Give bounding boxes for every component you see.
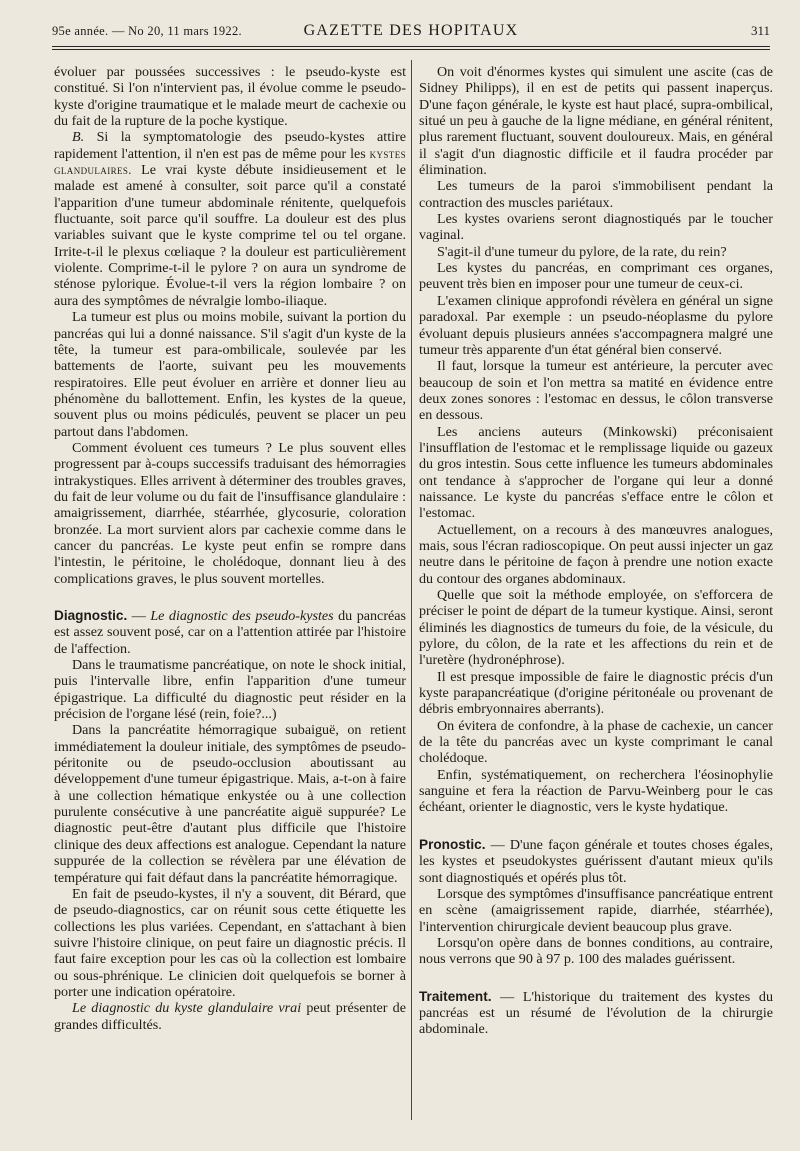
paragraph: Actuellement, on a recours à des manœuvres analogues, mais, sous l'écran radioscopique. On peut aussi injecter un gaz neutre dans le péritoine de façon à prendre une notion exacte du contour des organes abdominaux. bbox=[419, 521, 773, 587]
header-rule-top bbox=[52, 46, 770, 47]
paragraph: On voit d'énormes kystes qui simulent une ascite (cas de Sidney Philipps), il en est de petits qui passent inaperçus. D'une façon générale, le kyste est haut placé, supra-ombilical, situé un peu à gauche de la ligne médiane, en général rénitent, plus rarement fluctuant, souvent douloureux. Mais, en général il s'agit d'un diagnostic difficile et il faudra procéder par élimination. bbox=[419, 64, 773, 179]
paragraph: Dans le traumatisme pancréatique, on note le shock initial, puis l'intervalle libre, enfin l'apparition d'une tumeur épigastrique. La difficulté du diagnostic peut résider en la précision de l'organe lésé (rein, foie?...) bbox=[54, 657, 406, 723]
paragraph-text: du pancréas est assez souvent posé, car on a l'attention attirée par l'histoire de l'affection. bbox=[54, 608, 407, 657]
treatment-paragraph bbox=[419, 989, 773, 1038]
paragraph: Les kystes ovariens seront diagnostiqués par le toucher vaginal. bbox=[419, 211, 773, 244]
section-heading-traitement: Traitement. bbox=[419, 988, 492, 1004]
running-header bbox=[52, 22, 770, 44]
paragraph: En fait de pseudo-kystes, il n'y a souvent, dit Bérard, que de pseudo-diagnostics, car on réunit sous cette étiquette les collections les plus variées. Cependant, en s'attachant à bien suivre l'histoire clinique, on peut faire un diagnostic précis. Il faut faire exception pour les cas où la collection est lombaire ou sous-phrénique. Le clinicien doit quelquefois se borner à porter une indication opératoire. bbox=[54, 885, 406, 1000]
paragraph: S'agit-il d'une tumeur du pylore, de la rate, du rein? bbox=[437, 243, 727, 260]
paragraph-text: Si la symptomatologie des pseudo-kystes attire rapidement l'attention, il n'en est pas de même pour les bbox=[54, 129, 406, 162]
paragraph: On évitera de confondre, à la phase de cachexie, un cancer de la tête du pancréas avec un kyste comprimant le canal cholédoque. bbox=[419, 717, 773, 767]
paragraph: Lorsqu'on opère dans de bonnes conditions, au contraire, nous verrons que 90 à 97 p. 100 des malades guérissent. bbox=[419, 934, 773, 968]
prognosis-paragraph bbox=[419, 837, 773, 886]
paragraph-text: — D'une façon générale et toutes choses égales, les kystes et pseudokystes guérissent d'autant mieux qu'ils sont diagnostiqués et opérés plus tôt. bbox=[419, 836, 773, 886]
section-label: B. bbox=[72, 129, 85, 146]
left-column bbox=[54, 64, 406, 1033]
dash: — bbox=[127, 608, 151, 624]
paragraph: Quelle que soit la méthode employée, on s'efforcera de préciser le point de départ de la tumeur kystique. Ainsi, seront éliminés les diagnostics de tumeurs du foie, de la vésicule, du pylore, du côlon, de la rate et les affections du rein et de l'uretère (hydronéphrose). bbox=[419, 587, 773, 669]
paragraph: Comment évoluent ces tumeurs ? Le plus souvent elles progressent par à-coups successifs traduisant des hémorragies intrakystiques. Elles arrivent à déterminer des troubles graves, du fait de leur volume ou du fait de l'insuffisance glandulaire : amaigrissement, diarrhée, stéarrhée, glycosurie, coloration bronzée. La mort survient alors par cachexie comme dans le cancer du pancréas. Le kyste peut enfin se rompre dans l'intestin, le péritoine, le cholédoque, donnant lieu à des complications graves, le plus souvent mortelles. bbox=[54, 439, 406, 587]
paragraph: Lorsque des symptômes d'insuffisance pancréatique entrent en scène (amaigrissement rapide, diarrhée, stéarrhée), l'intervention chirurgicale devient beaucoup plus grave. bbox=[419, 885, 773, 935]
paragraph: Dans la pancréatite hémorragique subaiguë, on retient immédiatement la douleur initiale, des symptômes de pseudo-péritonite ou de pseudo-occlusion aboutissant au développement d'une tumeur épigastrique. Mais, a-t-on à faire à une collection hématique enkystée ou à une collection purulente consécutive à une pancréatite aiguë suppurée? Le diagnostic peut-être d'autant plus difficile que l'histoire clinique des deux affections est analogue. Cependant la nature suppurée de la collection se révèlera par une élévation de température qui fait défaut dans la pancréatite hémorragique. bbox=[54, 722, 406, 886]
diagnostic-paragraph bbox=[54, 608, 406, 657]
paragraph: Les anciens auteurs (Minkowski) préconisaient l'insufflation de l'estomac et le remplissage liquide ou gazeux du gros intestin. Sous cette influence les tumeurs abdominales ont tendance à s'approcher de l'organe qui leur a donné naissance. Le kyste du pancréas s'efface entre le côlon et l'estomac. bbox=[419, 423, 773, 522]
small-caps-term: kystes glandulaires. bbox=[54, 146, 406, 178]
paragraph-text: — L'historique du traitement des kystes du pancréas est un résumé de l'évolution de la chirurgie abdominale. bbox=[419, 988, 773, 1038]
paragraph-glandular-cysts bbox=[54, 129, 406, 309]
paragraph: Il est presque impossible de faire le diagnostic précis d'un kyste parapancréatique (d'origine péritonéale ou provenant de débris embryonnaires aberrants). bbox=[419, 668, 773, 718]
paragraph: Les tumeurs de la paroi s'immobilisent pendant la contraction des muscles pariétaux. bbox=[419, 178, 773, 211]
paragraph: Enfin, systématiquement, on recherchera l'éosinophylie sanguine et fera la réaction de Parvu-Weinberg pour le cas échéant, orienter le diagnostic, vers le kyste hydatique. bbox=[419, 766, 773, 816]
header-rule-bottom bbox=[52, 49, 770, 50]
paragraph-text: Le vrai kyste débute insidieusement et le malade est amené à consulter, soit parce qu'il a constaté l'apparition d'une tumeur abdominale rénitente, quelquefois fluctuante, soit parce qu'il souffre. La douleur est des plus variables suivant que le kyste comprime tel ou tel organe. Irrite-t-il le plexus cœliaque ? la douleur est particulièrement violente. Comprime-t-il le pylore ? on aura un syndrome de sténose pylorique. Évolue-t-il vers la région lombaire ? on aura des symptômes de névralgie lombo-iliaque. bbox=[54, 162, 406, 309]
paragraph-true-cyst bbox=[54, 1000, 406, 1033]
paragraph: L'examen clinique approfondi révèlera en général un signe paradoxal. Par exemple : un pseudo-néoplasme du pylore évoluant depuis plusieurs années s'accompagnera malgré une tumeur très apparente d'un état général bien conservé. bbox=[419, 292, 773, 358]
paragraph-text: peut présenter de grandes difficultés. bbox=[54, 1000, 406, 1033]
italic-phrase: Le diagnostic du kyste glandulaire vrai bbox=[72, 1000, 302, 1017]
paragraph: La tumeur est plus ou moins mobile, suivant la portion du pancréas qui lui a donné naissance. S'il s'agit d'un kyste de la tête, la tumeur est para-ombilicale, soulevée par les battements de l'aorte, suivant peu les mouvements respiratoires. Elle peut évoluer en arrière et donner lieu au phénomène du ballottement. Enfin, les kystes de la queue, souvent plus ou moins pédiculés, peuvent se placer un peu partout dans l'abdomen. bbox=[54, 309, 406, 440]
page-number: 311 bbox=[750, 23, 770, 38]
italic-phrase: Le diagnostic des pseudo-kystes bbox=[150, 608, 334, 624]
right-column bbox=[419, 64, 773, 1038]
journal-title: GAZETTE DES HOPITAUX bbox=[303, 22, 519, 39]
section-heading-diagnostic: Diagnostic. bbox=[54, 608, 128, 623]
column-divider bbox=[411, 60, 412, 1120]
paragraph: Il faut, lorsque la tumeur est antérieure, la percuter avec beaucoup de soin et l'on mettra sa matité en évidence entre deux zones sonores : l'estomac en dessus, le côlon transverse en dessous. bbox=[419, 358, 773, 424]
paragraph: évoluer par poussées successives : le pseudo-kyste est constitué. Si l'on n'intervient pas, il évolue comme le pseudo-kyste d'origine traumatique et le malade meurt de cachexie ou du fait de la rupture de la poche kystique. bbox=[54, 64, 406, 130]
section-heading-pronostic: Pronostic. bbox=[419, 836, 486, 852]
issue-info: 95e année. — No 20, 11 mars 1922. bbox=[52, 24, 242, 38]
paragraph: Les kystes du pancréas, en comprimant ces organes, peuvent très bien en imposer pour une tumeur de ceux-ci. bbox=[419, 260, 773, 293]
